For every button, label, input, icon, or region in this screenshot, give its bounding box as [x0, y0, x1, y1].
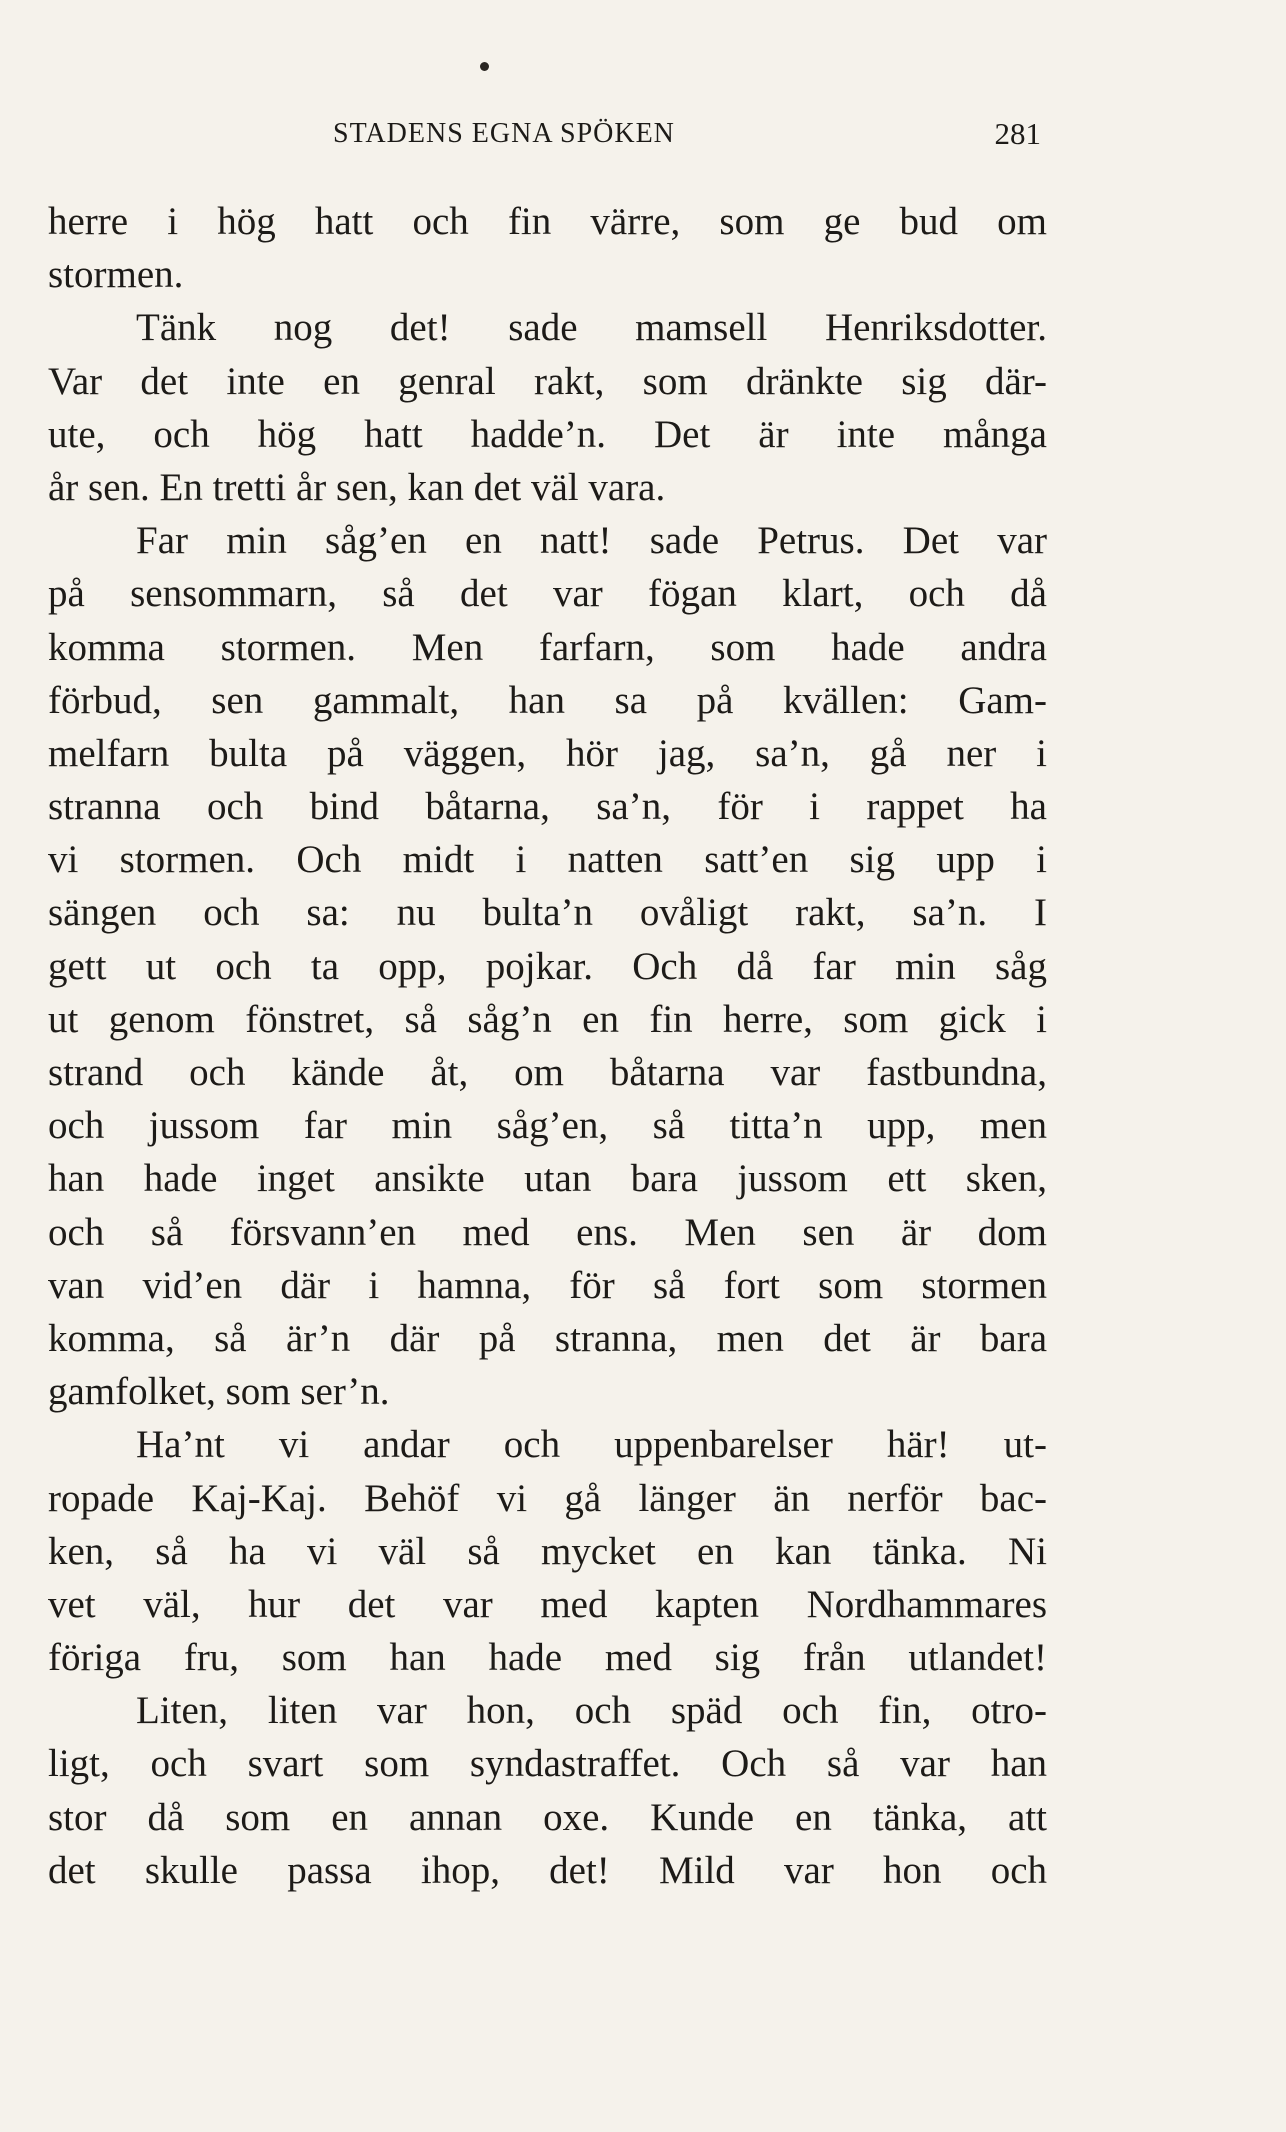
text-line: Far min såg’en en natt! sade Petrus. Det var [136, 519, 1047, 563]
text-line: det skulle passa ihop, det! Mild var hon och [48, 1848, 1047, 1892]
text-line: ropade Kaj-Kaj. Behöf vi gå länger än nerför bac- [48, 1476, 1047, 1520]
text-line: melfarn bulta på väggen, hör jag, sa’n, gå ner i [48, 731, 1047, 775]
text-line: och jussom far min såg’en, så titta’n upp, men [48, 1104, 1047, 1148]
text-line: strand och kände åt, om båtarna var fastbundna, [48, 1051, 1047, 1094]
text-line: och så försvann’en med ens. Men sen är dom [48, 1210, 1047, 1254]
text-line: Var det inte en genral rakt, som dränkte sig där- [48, 359, 1047, 403]
body-text [48, 195, 1047, 1897]
text-line: stranna och bind båtarna, sa’n, för i rappet ha [48, 785, 1047, 829]
page-header [333, 118, 1041, 162]
text-line: förbud, sen gammalt, han sa på kvällen: Gam- [48, 678, 1047, 722]
text-line: Tänk nog det! sade mamsell Henriksdotter. [136, 306, 1047, 350]
print-speck [480, 62, 489, 71]
text-line: Ha’nt vi andar och uppenbarelser här! ut- [136, 1423, 1047, 1467]
text-line: på sensommarn, så det var fögan klart, och då [48, 572, 1047, 616]
text-line: ute, och hög hatt hadde’n. Det är inte många [48, 412, 1047, 456]
text-line: föriga fru, som han hade med sig från utlandet! [48, 1636, 1047, 1680]
text-line: han hade inget ansikte utan bara jussom ett sken, [48, 1157, 1047, 1201]
text-line: år sen. En tretti år sen, kan det väl vara. [48, 465, 666, 509]
text-line: stor då som en annan oxe. Kunde en tänka, att [48, 1795, 1047, 1839]
text-line: vet väl, hur det var med kapten Nordhammares [48, 1582, 1047, 1626]
text-line: gett ut och ta opp, pojkar. Och då far min såg [48, 944, 1047, 988]
text-line: komma stormen. Men farfarn, som hade andra [48, 625, 1047, 669]
text-line: van vid’en där i hamna, för så fort som stormen [48, 1263, 1047, 1307]
text-line: ligt, och svart som syndastraffet. Och så var han [48, 1742, 1047, 1786]
text-line: ut genom fönstret, så såg’n en fin herre, som gick i [48, 997, 1047, 1041]
text-line: stormen. [48, 253, 184, 297]
text-line: ken, så ha vi väl så mycket en kan tänka. Ni [48, 1529, 1047, 1573]
running-head: STADENS EGNA SPÖKEN [333, 118, 675, 149]
text-line: gamfolket, som ser’n. [48, 1370, 390, 1414]
text-line: sängen och sa: nu bulta’n ovåligt rakt, sa’n. I [48, 891, 1047, 935]
text-line: komma, så är’n där på stranna, men det är bara [48, 1316, 1047, 1360]
text-line: herre i hög hatt och fin värre, som ge bud om [48, 200, 1047, 243]
page-number: 281 [994, 116, 1041, 151]
text-line: Liten, liten var hon, och späd och fin, otro- [136, 1689, 1047, 1733]
text-line: vi stormen. Och midt i natten satt’en sig upp i [48, 838, 1047, 882]
